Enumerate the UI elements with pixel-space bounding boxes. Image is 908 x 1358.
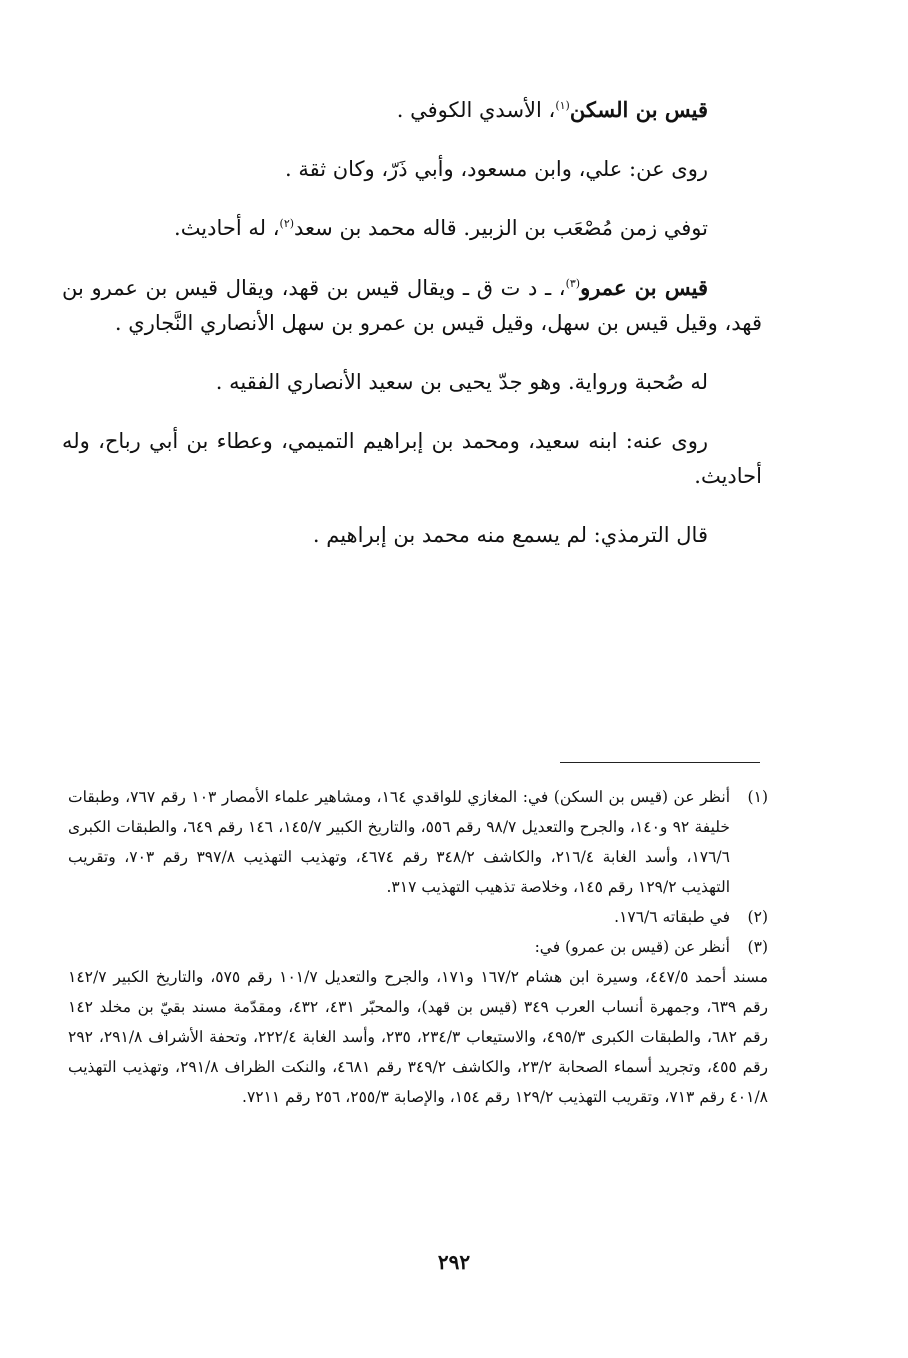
narrator-name: قيس بن عمرو [580, 275, 708, 300]
footnote-number: (٢) [747, 908, 768, 926]
footnote-text: أنظر عن (قيس بن السكن) في: المغازي للواقدي ١٦٤، ومشاهير علماء الأمصار ١٠٣ رقم ٧٦٧، وطبقات خليفة ٩٢ و١٤٠، والجرح والتعديل ٩٨/٧ رقم ٥٥٦، والتاريخ الكبير ١٤٥/٧، ١٤٦ رقم ٦٤٩، والطبقات الكبرى ١٧٦/٦، وأسد الغابة ٢١٦/٤، والكاشف ٣٤٨/٢ رقم ٤٦٧٤، وتهذيب التهذيب ٣٩٧/٨ رقم ٧٠٣، وتقريب التهذيب ١٢٩/٢ رقم ١٤٥، وخلاصة تذهيب التهذيب ٣١٧. [68, 788, 731, 896]
footnote-ref: (٣) [565, 277, 581, 290]
footnote-ref: (٢) [279, 217, 295, 230]
paragraph: روى عنه: ابنه سعيد، ومحمد بن إبراهيم التميمي، وعطاء بن أبي رباح، وله أحاديث. [62, 429, 762, 488]
paragraph: روى عن: علي، وابن مسعود، وأبي ذَرّ، وكان ثقة . [284, 157, 708, 181]
main-text [62, 92, 762, 577]
footnote-text: في طبقاته ١٧٦/٦. [614, 908, 730, 926]
footnote-separator [560, 762, 760, 763]
paragraph: توفي زمن مُصْعَب بن الزبير. قاله محمد بن سعد$^{(٢)}$، له أحاديث. [174, 216, 708, 240]
page-number: ٢٩٢ [437, 1250, 471, 1274]
footnote [68, 932, 768, 962]
footnote-ref: (١) [555, 99, 570, 112]
footnote-continuation: مسند أحمد ٤٤٧/٥، وسيرة ابن هشام ١٦٧/٢ و١٧١، والجرح والتعديل ١٠١/٧ رقم ٥٧٥، والتاريخ الكبير ١٤٢/٧ رقم ٦٣٩، وجمهرة أنساب العرب ٣٤٩ (قيس بن قهد)، والمحبّر ٤٣١، ٤٣٢، ومقدّمة مسند بقيّ بن مخلد ١٤٢ رقم ٦٨٢، والطبقات الكبرى ٤٩٥/٣، والاستيعاب ٢٣٤/٣، ٢٣٥، وأسد الغابة ٢٢٢/٤، وتحفة الأشراف ٢٩١/٨، ٢٩٢ رقم ٤٥٥، وتجريد أسماء الصحابة ٢٣/٢، والكاشف ٣٤٩/٢ رقم ٤٦٨١، والنكت الظراف ٢٩١/٨، وتهذيب التهذيب ٤٠١/٨ رقم ٧١٣، وتقريب التهذيب ١٢٩/٢ رقم ١٥٤، والإصابة ٢٥٥/٣، ٢٥٦ رقم ٧٢١١. [68, 968, 769, 1106]
entry-heading-qays-ibn-amr: قيس بن عمرو$^{(٣)}$، ـ د ت ق ـ ويقال قيس بن قهد، ويقال قيس بن عمرو بن قهد، وقيل قيس بن سهل، وقيل قيس بن عمرو بن سهل الأنصاري النَّجاري . [62, 275, 762, 335]
footnote [68, 782, 768, 902]
footnote-text: أنظر عن (قيس بن عمرو) في: [534, 938, 730, 956]
footnote-number: (١) [747, 788, 768, 806]
narrator-name: قيس بن السكن [569, 97, 708, 122]
footnote-number: (٣) [747, 938, 768, 956]
footnotes [68, 782, 768, 1112]
paragraph: قال الترمذي: لم يسمع منه محمد بن إبراهيم . [312, 523, 708, 547]
footnote [68, 902, 768, 932]
entry-heading-qays-ibn-al-sakan: قيس بن السكن$^{(١)}$، الأسدي الكوفي . [396, 97, 708, 122]
paragraph: له صُحبة ورواية. وهو جدّ يحيى بن سعيد الأنصاري الفقيه . [215, 370, 708, 394]
